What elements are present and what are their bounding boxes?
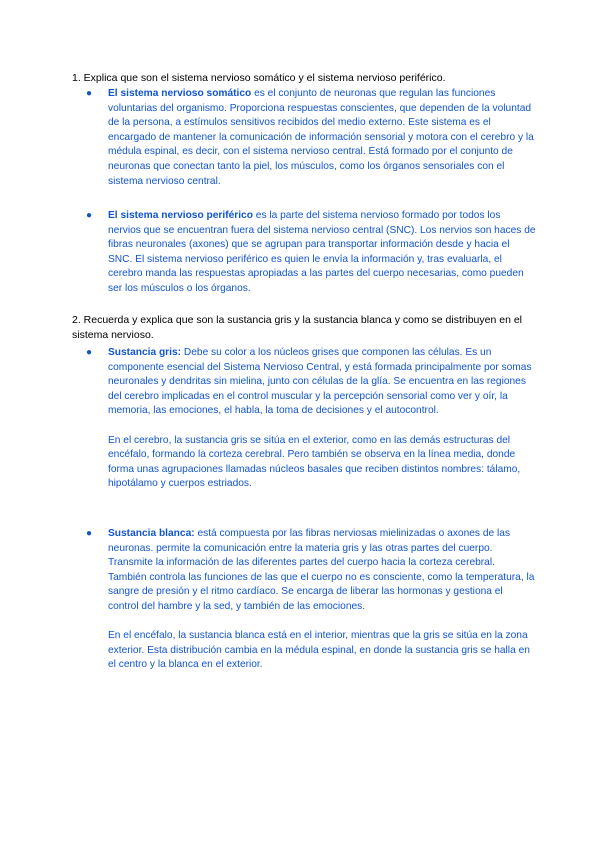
item-text <box>108 87 536 189</box>
list-item-gray-matter <box>86 346 536 492</box>
item-body: es el conjunto de neuronas que regulan las funciones voluntarias del organismo. Proporciona respuestas conscientes, que dependen de la voluntad de la persona, a estímulos sensitivos recibidos del medio externo. Este sistema es el encargado de mantener la comunicación de información sensorial y motora con el cerebro y la médula espinal, es decir, con el sistema nervioso central. Está formado por el conjunto de neuronas que conectan tanto la piel, los músculos, como los órganos sensoriales con el sistema nervioso central. <box>108 88 534 187</box>
question-2: 2. Recuerda y explica que son la sustancia gris y la sustancia blanca y como se distribuyen en el sistema nervioso. <box>72 314 522 341</box>
item-text <box>108 346 536 492</box>
item-paragraph <box>108 209 536 297</box>
bullet-icon: ● <box>86 347 93 358</box>
bullet-icon: ● <box>86 528 93 539</box>
item-paragraph <box>108 527 536 615</box>
bullet-icon: ● <box>86 210 93 221</box>
item-paragraph <box>108 346 536 419</box>
list-item-white-matter <box>86 527 536 673</box>
bullet-icon: ● <box>86 88 93 99</box>
list-item-peripheral <box>86 209 536 297</box>
item-term: El sistema nervioso periférico <box>108 210 253 221</box>
item-body: Debe su color a los núcleos grises que componen las células. Es un componente esencial del Sistema Nervioso Central, y está formada principalmente por somas neuronales y dendritas sin mielina, junto con células de la glía. Se encuentra en las regiones del cerebro implicadas en el control muscular y la percepción sensorial como ver y oír, la memoria, las emociones, el habla, la toma de decisiones y el autocontrol. <box>108 347 532 417</box>
item-text <box>108 527 536 673</box>
item-term: Sustancia gris: <box>108 347 182 358</box>
item-paragraph <box>108 87 536 189</box>
list-item-somatic <box>86 87 536 189</box>
item-paragraph: En el encéfalo, la sustancia blanca está en el interior, mientras que la gris se sitúa en la zona exterior. Esta distribución cambia en la médula espinal, en donde la sustancia gris se halla en el centro y la blanca en el exterior. <box>108 630 530 671</box>
item-paragraph: En el cerebro, la sustancia gris se sitúa en el exterior, como en las demás estructuras del encéfalo, formando la corteza cerebral. Pero también se observa en la línea media, donde forma unas agrupaciones llamadas núcleos basales que reciben distintos nombres: tálamo, hipotálamo y cuerpos estriados. <box>108 434 521 490</box>
item-body: es la parte del sistema nervioso formado por todos los nervios que se encuentran fuera del sistema nervioso central (SNC). Los nervios son haces de fibras neuronales (axones) que se agrupan para transportar información desde y hacia el SNC. El sistema nervioso periférico es quien le envía la información y, tras evaluarla, el cerebro manda las respuestas apropiadas a las partes del cuerpo necesarias, como pueden ser los músculos o los órganos. <box>108 210 536 294</box>
item-text <box>108 209 536 297</box>
item-term: Sustancia blanca: <box>108 528 195 539</box>
item-body: está compuesta por las fibras nerviosas mielinizadas o axones de las neuronas. permite la comunicación entre la materia gris y las otras partes del cuerpo. Transmite la información de las diferentes partes del cuerpo hacia la corteza cerebral. También controla las funciones de las que el cuerpo no es consciente, como la temperatura, la sangre de presión y el ritmo cardíaco. Se encarga de liberar las hormonas y gestiona el control del hambre y la sed, y también de las emociones. <box>108 528 535 612</box>
item-term: El sistema nervioso somático <box>108 88 252 99</box>
question-1: 1. Explica que son el sistema nervioso somático y el sistema nervioso periférico. <box>72 72 446 84</box>
